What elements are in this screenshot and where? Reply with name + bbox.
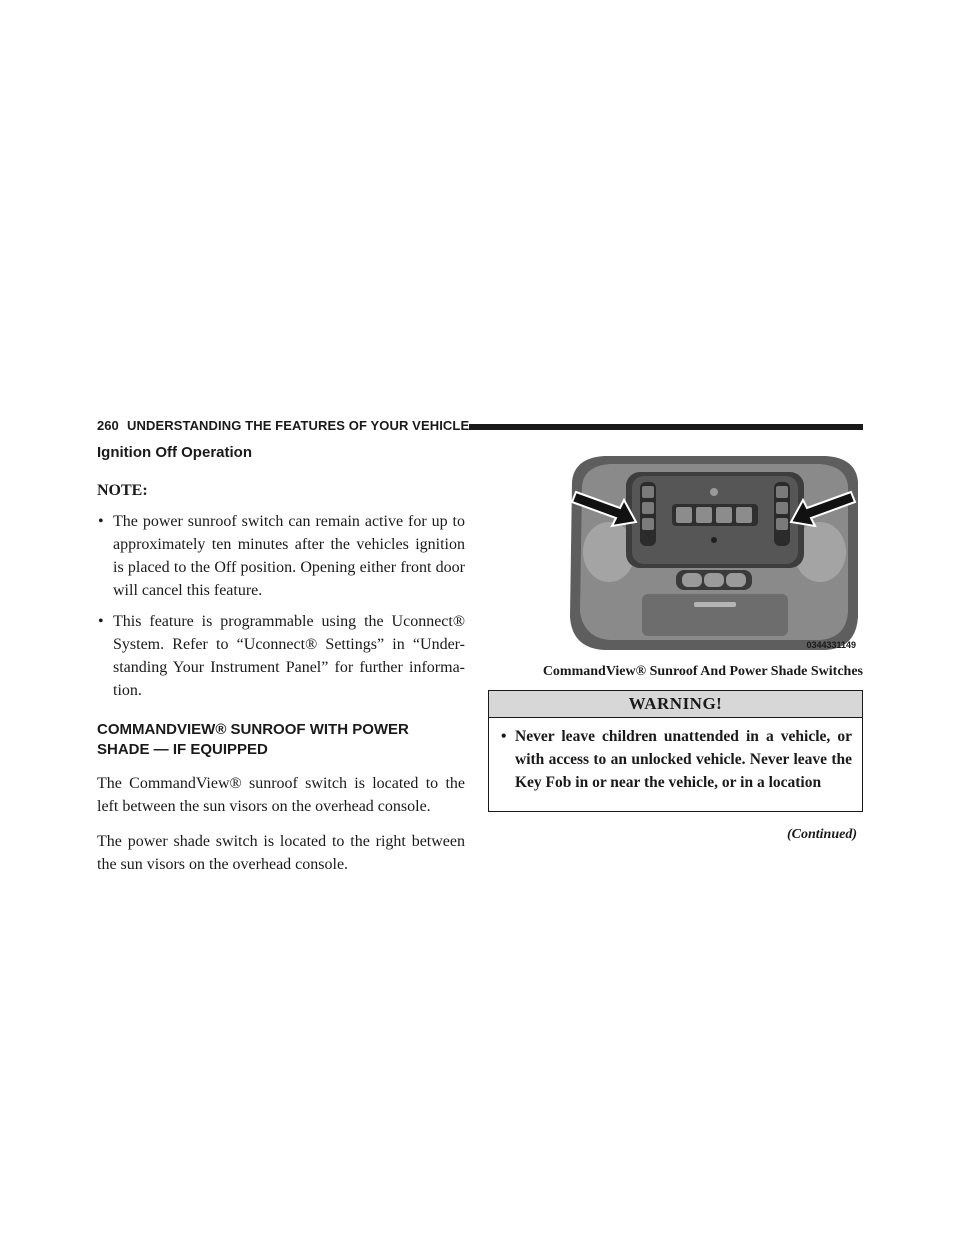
figure-caption: CommandView® Sunroof And Power Shade Switches <box>542 664 863 679</box>
list-item <box>97 510 465 602</box>
bullet-icon: • <box>501 728 507 745</box>
bullet-icon: • <box>98 613 104 630</box>
continued-label: (Continued) <box>786 827 857 842</box>
section-title: UNDERSTANDING THE FEATURES OF YOUR VEHICLE <box>127 418 470 433</box>
figure-code: 0344331149 <box>806 640 856 650</box>
bullet-text: The power sunroof switch can remain active for up to approximately ten minutes after the vehicles ignition is placed to the Off position. Opening either front door will cancel this feature. <box>113 513 465 599</box>
section-heading-commandview: COMMANDVIEW® SUNROOF WITH POWER SHADE — IF EQUIPPED <box>97 721 409 758</box>
warning-text: Never leave children unattended in a vehicle, or with access to an unlocked vehicle. Never leave the Key Fob in or near the vehicle, or in a location <box>515 728 852 791</box>
bullet-text: This feature is programmable using the Uconnect® System. Refer to “Uconnect® Settings” in “Under-standing Your Instrument Panel” for further informa-tion. <box>113 613 465 699</box>
warning-title: WARNING! <box>489 691 862 718</box>
bullet-icon: • <box>98 513 104 530</box>
subheading-ignition-off: Ignition Off Operation <box>97 444 252 461</box>
page-header <box>97 416 863 438</box>
page-number: 260 <box>97 418 119 433</box>
left-column <box>97 440 465 876</box>
header-rule <box>469 424 863 430</box>
warning-body <box>489 718 862 794</box>
list-item <box>97 610 465 702</box>
warning-box <box>488 690 863 812</box>
overhead-console-illustration <box>564 452 863 652</box>
paragraph-sunroof-switch: The CommandView® sunroof switch is located to the left between the sun visors on the overhead console. <box>97 775 465 815</box>
overhead-console-figure <box>564 452 863 652</box>
paragraph-power-shade-switch: The power shade switch is located to the right between the sun visors on the overhead console. <box>97 833 465 873</box>
note-label: NOTE: <box>97 482 148 499</box>
note-bullet-list <box>97 510 465 702</box>
